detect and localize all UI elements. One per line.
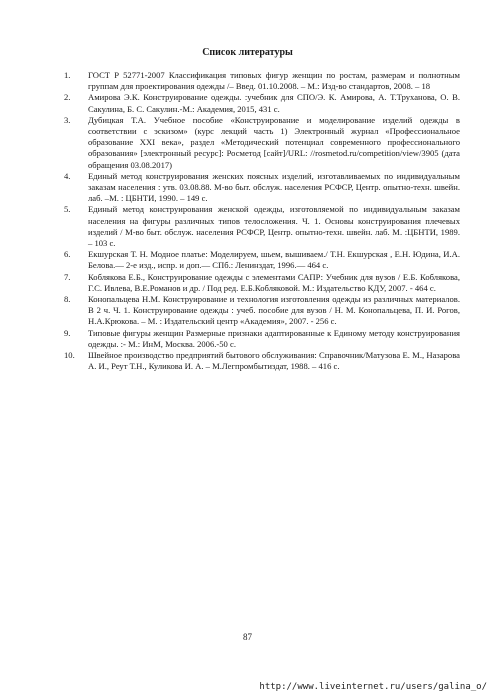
- reference-item: [64, 115, 460, 171]
- reference-number: 2.: [64, 92, 71, 103]
- reference-number: 5.: [64, 204, 71, 215]
- reference-text: Швейное производство предприятий бытового обслуживания: Справочник/Матузова Е. М., Назарова А. И., Реут Т.Н., Куликова И. А. – М.Легпромбытиздат, 1988. – 416 с.: [88, 350, 460, 372]
- reference-number: 7.: [64, 271, 71, 282]
- reference-text: Коблякова Е.Б., Конструирование одежды с элементами САПР: Учебник для вузов / Е.Б. Коблякова, Г.С. Ивлева, В.Е.Романов и др. / Под ред. Е.Б.Кобляковой. М.: Издательство КДУ, 2007. - 464 с.: [88, 271, 460, 293]
- reference-item: [64, 249, 460, 271]
- reference-number: 6.: [64, 249, 71, 260]
- reference-item: [64, 328, 460, 350]
- reference-text: Екшурская Т. Н. Модное платье: Моделируем, шьем, вышиваем./ Т.Н. Екшурская , Е.Н. Юдина, И.А. Белова.— 2-е изд., испр. и доп.— СПб.: Ленинздат, 1996.— 464 с.: [88, 249, 460, 271]
- references-title: Список литературы: [202, 47, 293, 58]
- reference-item: [64, 272, 460, 294]
- reference-item: [64, 294, 460, 328]
- reference-number: 9.: [64, 327, 71, 338]
- reference-number: 4.: [64, 170, 71, 181]
- reference-item: [64, 92, 460, 114]
- reference-text: Амирова Э.К. Конструирование одежды. :учебник для СПО/Э. К. Амирова, А. Т.Труханова, О. В. Сакулина, Б. С. Сакулин.-М.: Академия, 2015, 431 с.: [88, 92, 460, 114]
- watermark-url: http://www.liveinternet.ru/users/galina_o/: [259, 682, 487, 692]
- page-number: 87: [243, 632, 252, 642]
- reference-item: [64, 350, 460, 372]
- reference-text: ГОСТ Р 52771-2007 Классификация типовых фигур женщин по ростам, размерам и полнотным группам для проектирования одежды /– Введ. 01.10.2008. – М.: Изд-во стандартов, 2008. – 18: [88, 70, 460, 92]
- reference-item: [64, 70, 460, 92]
- reference-text: Единый метод конструирования женских поясных изделий, изготавливаемых по индивидуальным заказам населения : утв. 03.08.88. М-во быт. обслуж. населения РСФСР, Центр. опытно-техн. швейн. лаб. –М. : ЦБНТИ, 1990. – 149 с.: [88, 170, 460, 204]
- references-list: [64, 70, 460, 372]
- reference-number: 1.: [64, 70, 71, 80]
- reference-number: 8.: [64, 294, 71, 305]
- reference-item: [64, 204, 460, 249]
- reference-number: 3.: [64, 114, 71, 125]
- reference-text: Конопальцева Н.М. Конструирование и технология изготовления одежды из различных материалов. В 2 ч. Ч. 1. Конструирование одежды : учеб. пособие для вузов / Н. М. Конопальцева, П. И. Рогов, Н.А.Крюкова. – М. : Издательский центр «Академия», 2007. - 256 с.: [88, 294, 460, 327]
- reference-number: 10.: [64, 350, 75, 361]
- reference-text: Единый метод конструирования женской одежды, изготовляемой по индивидуальным заказам населения на фигуры различных типов телосложения. Ч. 1. Основы конструирования плечевых изделий / М-во быт. обслуж. населения РСФСР, Центр. опытно-техн. швейн. лаб. М. :ЦБНТИ, 1989. – 103 с.: [88, 204, 460, 249]
- reference-text: Типовые фигуры женщин Размерные признаки адаптированные к Единому методу конструирования одежды. :- М.: ИнМ, Москва. 2006.-50 с.: [88, 327, 460, 349]
- reference-item: [64, 171, 460, 205]
- reference-text: Дубицкая Т.А. Учебное пособие «Конструирование и моделирование изделий одежды в соответствии с эскизом» (курс лекций часть 1) Электронный журнал «Профессиональное образование XXI века», раздел «Методический потенциал современного профессионального образования» [электронный ресурс]: Росметод [сайт]/URL: //rosmetod.ru/competition/view/3905 (дата обращения 03.08.2017): [88, 114, 460, 170]
